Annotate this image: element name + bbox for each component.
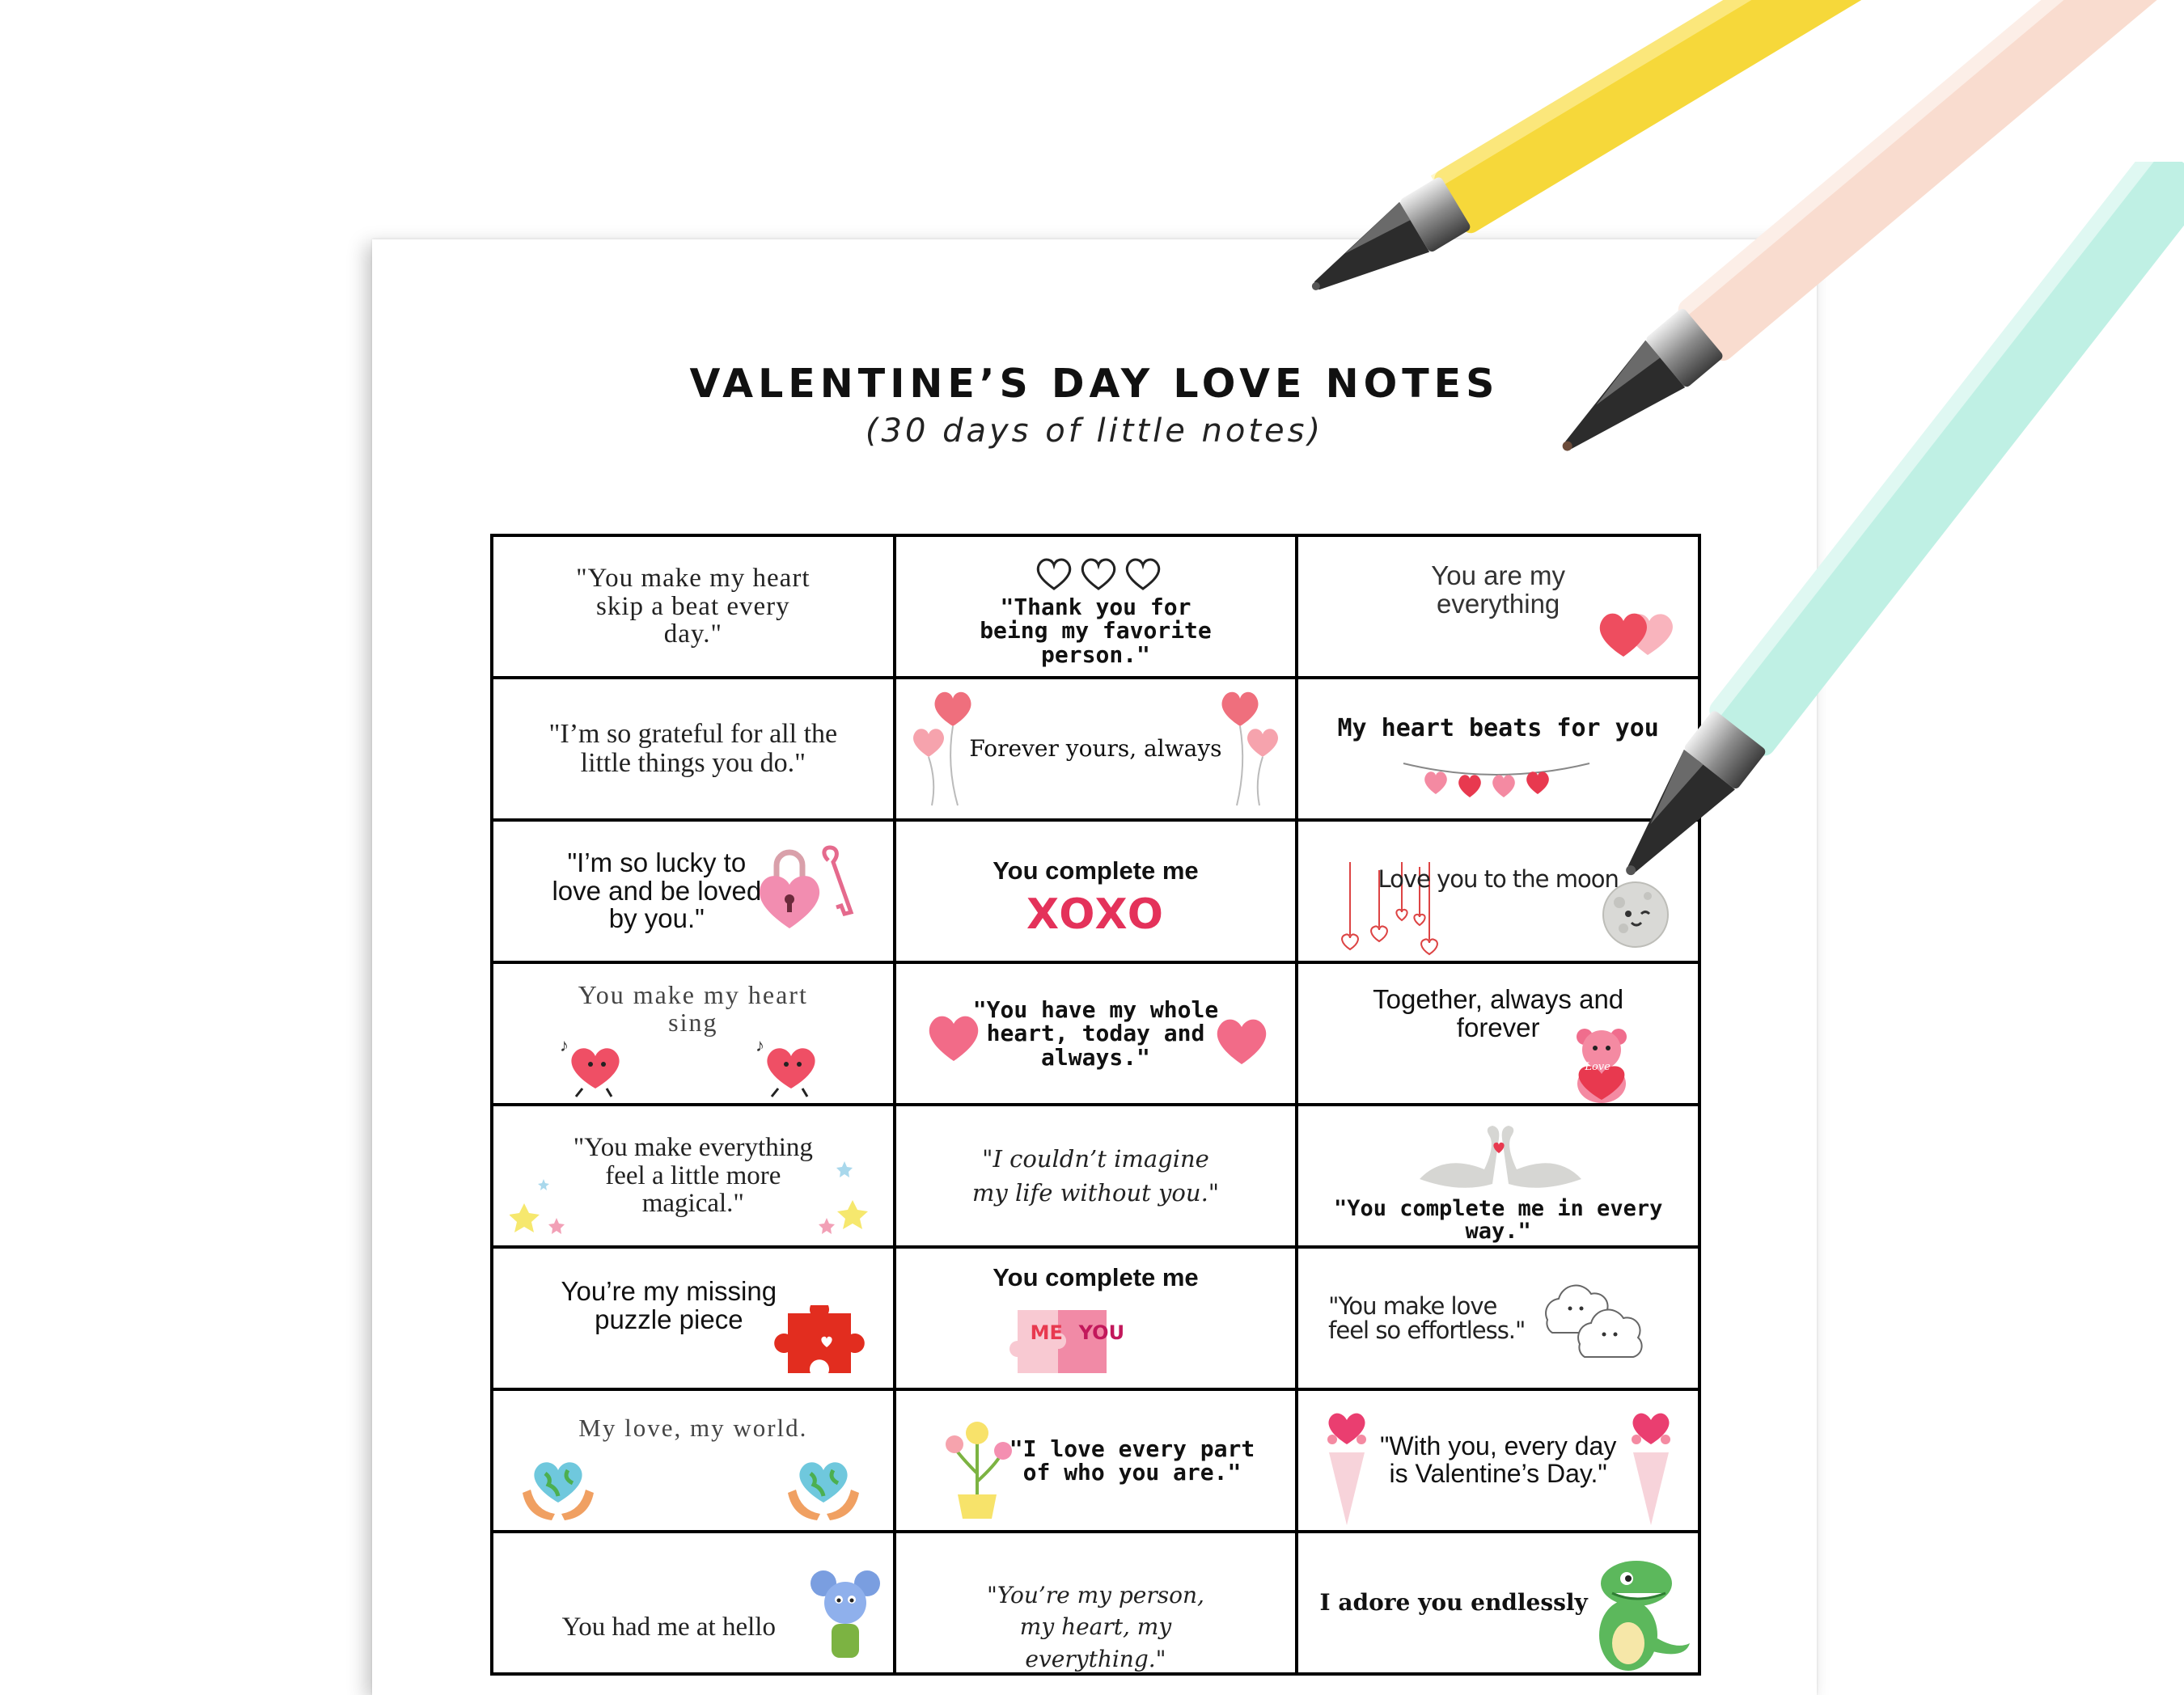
note-cell [493, 1106, 896, 1249]
note-cell [493, 1249, 896, 1391]
note-cell [896, 1391, 1299, 1533]
note-text: "You’re my person, my heart, my everything." [987, 1582, 1204, 1672]
hearts-outline-icon [1034, 555, 1163, 592]
singing-heart-icon [558, 1032, 631, 1098]
note-cell [896, 537, 1299, 679]
clouds-icon [1531, 1271, 1677, 1360]
note-cell [896, 1106, 1299, 1249]
note-text: Forever yours, always [969, 735, 1222, 763]
note-cell [896, 1249, 1299, 1391]
note-cell [896, 679, 1299, 822]
note-cell [896, 964, 1299, 1106]
note-cell [493, 679, 896, 822]
note-cell [493, 1533, 896, 1676]
heart-garland-icon [1395, 754, 1598, 799]
mouse-mascot-icon [809, 1566, 882, 1669]
note-text: My love, my world. [578, 1413, 808, 1442]
note-text: "You make my heart skip a beat every day." [576, 564, 811, 649]
note-text: "I’m so lucky to love and be loved by you." [552, 848, 762, 934]
note-cell [896, 822, 1299, 964]
svg-text:♪: ♪ [756, 1035, 764, 1055]
svg-text:♪: ♪ [560, 1035, 569, 1055]
note-text: I adore you endlessly [1319, 1589, 1588, 1617]
heart-globe-hands-icon [518, 1452, 599, 1525]
note-cell [493, 1391, 896, 1533]
dinosaur-icon [1580, 1554, 1693, 1676]
note-cell [1298, 964, 1701, 1106]
note-text: You make my heart sing [578, 980, 808, 1037]
singing-heart-icon [754, 1032, 827, 1098]
bear-heart-text: Love [1585, 1061, 1610, 1073]
swans-icon [1412, 1121, 1589, 1194]
note-text: You are my everything [1431, 560, 1566, 619]
heart-lock-key-icon [754, 844, 859, 933]
note-text: You had me at hello [561, 1612, 776, 1642]
note-text: Love you to the moon [1378, 864, 1619, 893]
note-text: Together, always and forever [1373, 984, 1624, 1042]
page-title: VALENTINE’S DAY LOVE NOTES [689, 361, 1500, 407]
note-cell [493, 964, 896, 1106]
note-text: "You have my whole heart, today and always." [972, 995, 1219, 1071]
note-text: "You make everything feel a little more magical." [573, 1133, 813, 1219]
puzzle-you-label: YOU [1078, 1321, 1125, 1344]
note-text: "You complete me in every way." [1333, 1195, 1663, 1244]
note-cell [493, 537, 896, 679]
mint-pen [1602, 162, 2184, 890]
note-text: "With you, every day is Valentine’s Day." [1379, 1431, 1617, 1488]
note-text: You’re my missing puzzle piece [561, 1276, 777, 1334]
notes-grid [490, 534, 1701, 1676]
puzzle-me-label: ME [1030, 1321, 1063, 1344]
double-heart-icon [1591, 598, 1680, 660]
note-cell [896, 1533, 1299, 1676]
heart-bouquet-icon [1620, 1412, 1682, 1525]
note-text: My heart beats for you [1337, 714, 1659, 743]
note-text: "You make love feel so effortless." [1328, 1291, 1526, 1344]
note-cell [1298, 1106, 1701, 1249]
note-cell [1298, 1391, 1701, 1533]
note-text: You complete me [993, 1262, 1199, 1291]
heart-bouquet-icon [1316, 1412, 1378, 1525]
heart-globe-hands-icon [783, 1452, 864, 1525]
note-cell [1298, 1249, 1701, 1391]
note-text: "Thank you for being my favorite person." [980, 593, 1212, 668]
note-text: You complete me [993, 856, 1199, 885]
note-cell [1298, 1533, 1701, 1676]
xoxo-text: XOXO [1026, 890, 1166, 939]
page-subtitle: (30 days of little notes) [865, 412, 1324, 450]
note-text: "I’m so grateful for all the little things you do." [548, 719, 838, 778]
note-cell [493, 822, 896, 964]
note-text: "I love every part of who you are." [1009, 1435, 1255, 1486]
note-text: "I couldn’t imagine my life without you." [971, 1144, 1220, 1207]
